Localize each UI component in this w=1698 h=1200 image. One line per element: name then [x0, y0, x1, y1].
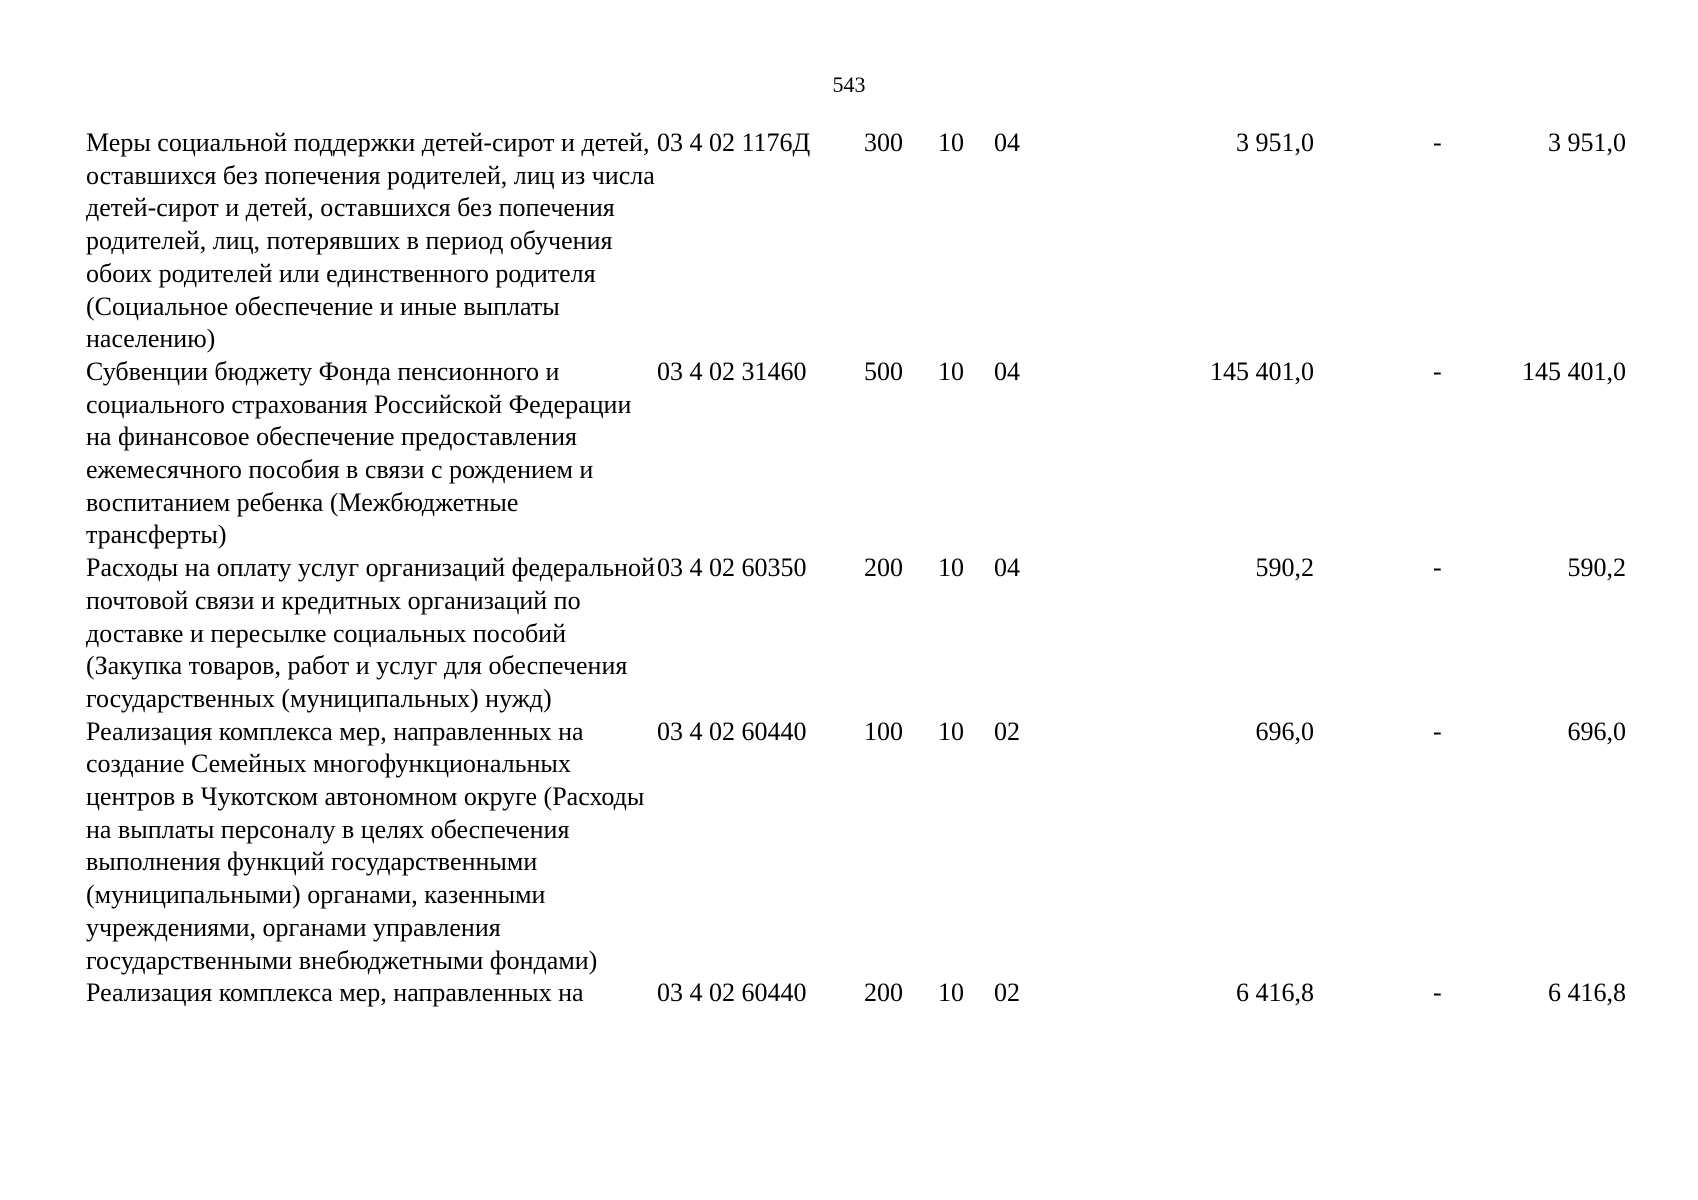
row-change: - — [1433, 128, 1442, 157]
row-subsection: 04 — [994, 553, 1020, 583]
table-row — [86, 977, 1626, 1010]
row-subsection: 02 — [994, 716, 1020, 746]
row-target-code: 03 4 02 60440 — [657, 716, 807, 746]
row-expense-type: 200 — [864, 553, 903, 583]
row-expense-type: 500 — [864, 356, 903, 386]
row-change: - — [1433, 978, 1442, 1008]
row-approved-sum: 590,2 — [1255, 553, 1314, 583]
table-row — [86, 716, 1626, 978]
row-target-code: 03 4 02 60440 — [657, 978, 807, 1008]
row-change: - — [1433, 716, 1442, 746]
row-description: Расходы на оплату услуг организаций федеральной почтовой связи и кредитных организаций по доставке и пересылке социальных пособий (Закупка товаров, работ и услуг для обеспечения государственных (муниципальных) нужд) — [86, 553, 655, 713]
row-section: 10 — [938, 716, 964, 746]
page-number: 543 — [832, 72, 866, 97]
row-approved-sum: 6 416,8 — [1236, 978, 1314, 1008]
row-description: Субвенции бюджету Фонда пенсионного и социального страхования Российской Федерации на финансовое обеспечение предоставления ежемесячного пособия в связи с рождением и воспитанием ребенка (Межбюджетные трансферты) — [86, 356, 632, 550]
row-description: Меры социальной поддержки детей-сирот и детей, оставшихся без попечения родителей, лиц из числа детей-сирот и детей, оставшихся без попечения родителей, лиц, потерявших в период обучения обоих родителей или единственного родителя (Социальное обеспечение и иные выплаты населению) — [86, 128, 655, 354]
row-total-sum: 145 401,0 — [1522, 356, 1626, 386]
row-target-code: 03 4 02 31460 — [657, 356, 807, 386]
row-subsection: 02 — [994, 978, 1020, 1008]
row-total-sum: 3 951,0 — [1548, 128, 1626, 157]
table-row — [86, 127, 1626, 356]
table-row — [86, 356, 1626, 552]
row-total-sum: 590,2 — [1567, 553, 1626, 583]
row-target-code: 03 4 02 60350 — [657, 553, 807, 583]
row-approved-sum: 3 951,0 — [1236, 128, 1314, 157]
row-total-sum: 6 416,8 — [1548, 978, 1626, 1008]
budget-table — [86, 127, 1626, 1010]
row-section: 10 — [938, 128, 964, 157]
row-expense-type: 100 — [864, 716, 903, 746]
row-subsection: 04 — [994, 128, 1020, 157]
row-expense-type: 300 — [864, 128, 903, 157]
row-section: 10 — [938, 553, 964, 583]
row-description: Реализация комплекса мер, направленных на создание Семейных многофункциональных центров в Чукотском автономном округе (Расходы на выплаты персоналу в целях обеспечения выполнения функций государственными (муниципальными) органами, казенными учреждениями, органами управления государственными внебюджетными фондами) — [86, 716, 645, 975]
row-section: 10 — [938, 356, 964, 386]
row-description: Реализация комплекса мер, направленных на — [86, 978, 584, 1008]
row-approved-sum: 696,0 — [1255, 716, 1314, 746]
row-section: 10 — [938, 978, 964, 1008]
row-change: - — [1433, 356, 1442, 386]
row-target-code: 03 4 02 1176Д — [657, 128, 811, 157]
row-subsection: 04 — [994, 356, 1020, 386]
row-expense-type: 200 — [864, 978, 903, 1008]
row-total-sum: 696,0 — [1567, 716, 1626, 746]
table-row — [86, 552, 1626, 716]
row-approved-sum: 145 401,0 — [1210, 356, 1314, 386]
row-change: - — [1433, 553, 1442, 583]
